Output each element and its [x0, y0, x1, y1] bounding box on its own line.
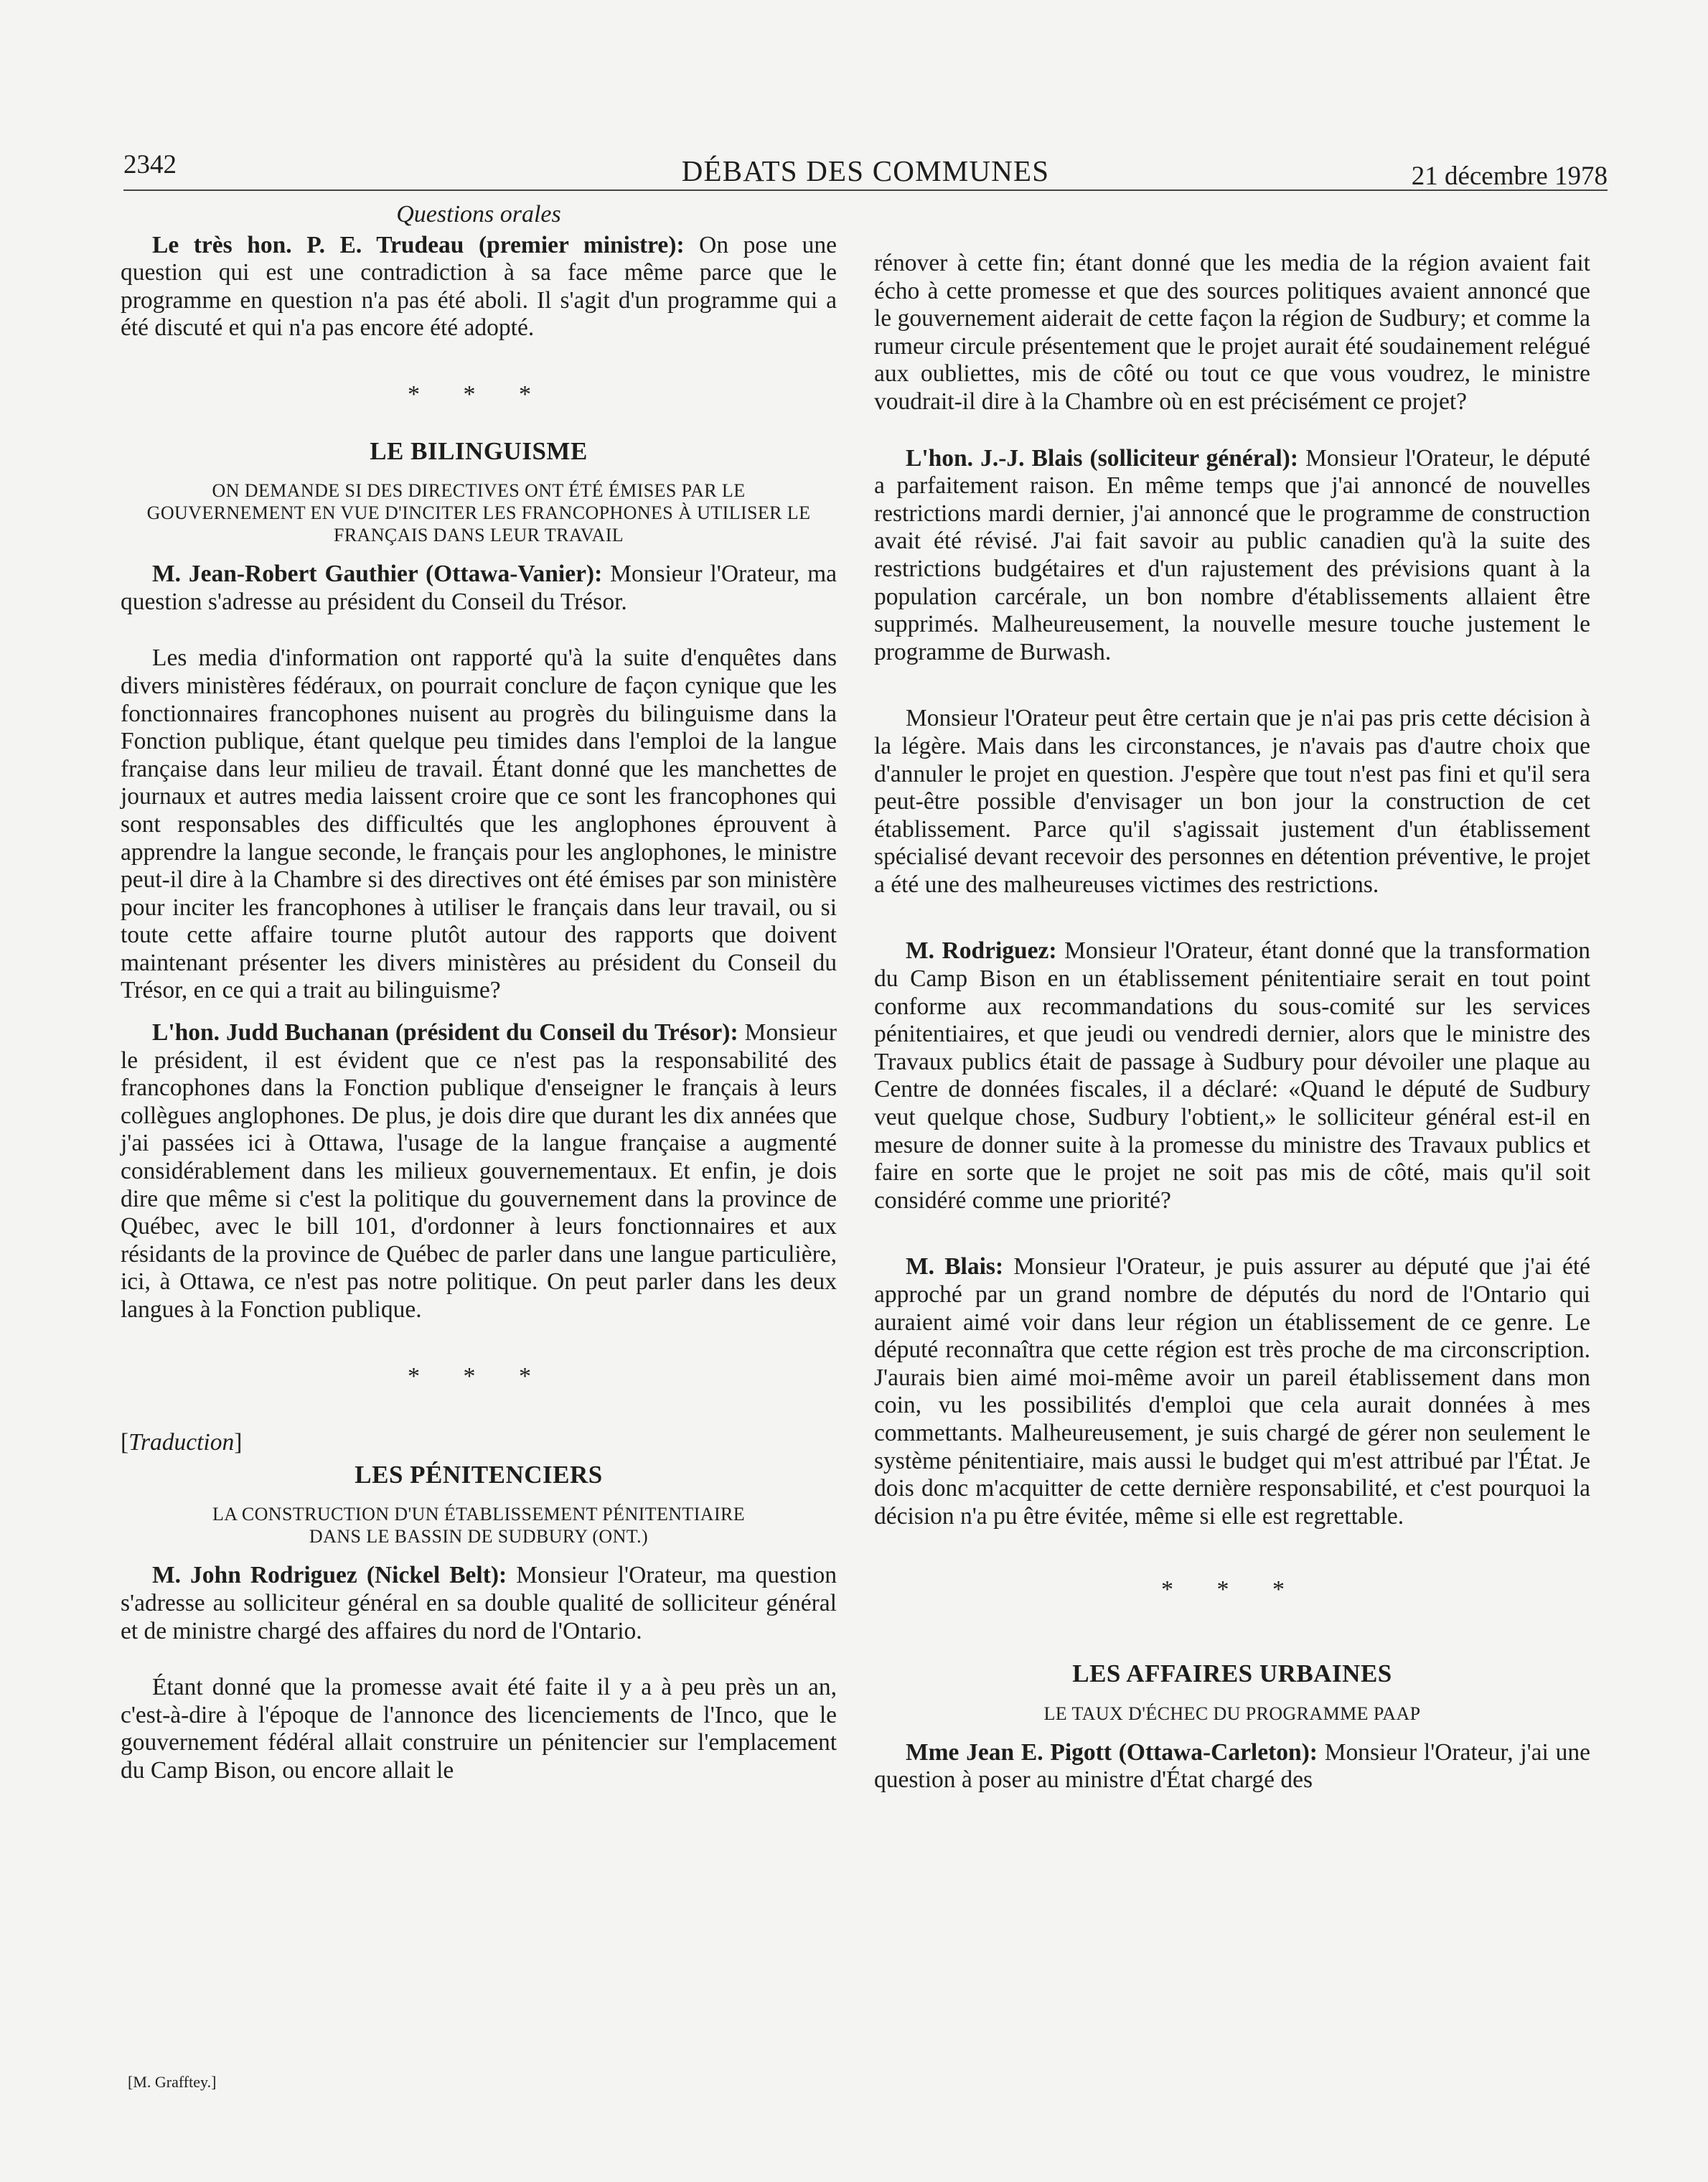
speech-text: Monsieur le président, il est évident que ce n'est pas la responsabilité des francophones dans la Fonction publique d'enseigner le français à leurs collègues anglophones. De plus, je dois dire que durant les dix années que j'ai passées ici à Ottawa, l'usage de la langue française a augmenté considérablement dans les milieux gouvernementaux. Et enfin, je dois dire que même si c'est la politique du gouvernement dans la province de Québec, avec le bill 101, d'ordonner à leurs fonctionnaires et aux résidants de la province de Québec de parler dans une langue particulière, ici, à Ottawa, ce n'est pas notre politique. On peut parler dans les deux langues à la Fonction publique.: [121, 1019, 837, 1323]
traduction-note: [Traduction]: [121, 1429, 243, 1456]
left-column: [121, 201, 837, 1785]
speaker-name: L'hon. J.-J. Blais (solliciteur général):: [906, 444, 1298, 472]
section-heading-bilinguisme: LE BILINGUISME: [370, 436, 588, 465]
journal-title: DÉBATS DES COMMUNES: [681, 154, 1050, 187]
page-date: 21 décembre 1978: [1411, 161, 1608, 191]
speaker-name: M. John Rodriguez (Nickel Belt):: [152, 1562, 507, 1589]
speech-text: Monsieur l'Orateur, ma question s'adresse au solliciteur général en sa double qualité de solliciteur général et de ministre chargé des affaires du nord de l'Ontario.: [121, 1562, 837, 1644]
header-rule: [123, 189, 1608, 191]
speech-blais: [874, 445, 1590, 667]
speech-paragraph-continued: rénover à cette fin; étant donné que les media de la région avaient fait écho à cette promesse et que des sources politiques avaient annoncé que le gouvernement aiderait de cette façon la région de Sudbury; et comme la rumeur circule présentement que le projet aurait été soudainement relégué aux oubliettes, mis de côté ou tout ce que vous voudrez, le ministre voudrait-il dire à la Chambre où en est précisément ce projet?: [874, 250, 1590, 415]
section-heading-affaires-urbaines: LES AFFAIRES URBAINES: [1072, 1659, 1392, 1687]
speech-pigott: [874, 1739, 1590, 1794]
page-header: [123, 144, 1608, 194]
speech-buchanan: [121, 1019, 837, 1324]
speech-paragraph: Monsieur l'Orateur peut être certain que je n'ai pas pris cette décision à la légère. Mais dans les circonstances, je n'avais pas d'autre choix que d'annuler le projet en question. J'espère que tout n'est pas fini et qu'il sera peut-être possible d'envisager un bon jour la construction de cet établissement. Parce qu'il s'agissait justement d'un établissement spécialisé devant recevoir des personnes en détention préventive, le projet a été une des malheureuses victimes des restrictions.: [874, 705, 1590, 898]
speech-text: Monsieur l'Orateur, ma question s'adresse au président du Conseil du Trésor.: [121, 561, 837, 615]
speaker-name: M. Rodriguez:: [906, 937, 1057, 965]
speaker-name: L'hon. Judd Buchanan (président du Conseil du Trésor):: [152, 1019, 738, 1046]
speaker-name: M. Jean-Robert Gauthier (Ottawa-Vanier):: [152, 561, 603, 588]
speaker-name: Le très hon. P. E. Trudeau (premier ministre):: [152, 231, 685, 258]
speech-text: Monsieur l'Orateur, le député a parfaitement raison. En même temps que j'ai annoncé de nouvelles restrictions mardi dernier, j'ai annoncé que le programme de construction avait été révisé. J'ai fait savoir au public canadien qu'à la suite des restrictions budgétaires et d'un rajustement des prévisions quant à la population carcérale, un bon nombre d'établissements allaient être supprimés. Malheureusement, la nouvelle mesure touche justement le programme de Burwash.: [874, 444, 1590, 665]
section-label: Questions orales: [396, 201, 561, 228]
section-separator: * * *: [408, 380, 550, 408]
speech-gauthier: [121, 561, 837, 616]
speech-text: On pose une question qui est une contradiction à sa face même parce que le programme en question n'a pas été aboli. Il s'agit d'un programme qui a été discuté et qui n'a pas encore été adopté.: [121, 231, 837, 342]
section-subheading: LA CONSTRUCTION D'UN ÉTABLISSEMENT PÉNITENTIAIRE DANS LE BASSIN DE SUDBURY (ONT.): [212, 1504, 746, 1547]
section-subheading: ON DEMANDE SI DES DIRECTIVES ONT ÉTÉ ÉMISES PAR LE GOUVERNEMENT EN VUE D'INCITER LES FRANCOPHONES À UTILISER LE FRANÇAIS DANS LEUR TRAVAIL: [146, 480, 811, 546]
speaker-name: Mme Jean E. Pigott (Ottawa-Carleton):: [906, 1738, 1318, 1766]
footnote: [M. Grafftey.]: [128, 2073, 217, 2091]
traduction-label: Traduction: [128, 1429, 235, 1456]
speech-text: Monsieur l'Orateur, étant donné que la transformation du Camp Bison en un établissement pénitentiaire serait en tout point conforme aux recommandations du sous-comité sur les services pénitentiaires, et que jeudi ou vendredi dernier, alors que le ministre des Travaux publics était de passage à Sudbury pour dévoiler une plaque au Centre de données fiscales, il a déclaré: «Quand le député de Sudbury veut quelque chose, Sudbury l'obtient,» le solliciteur général est-il en mesure de donner suite à la promesse du ministre des Travaux publics et faire en sorte que le projet ne soit pas mis de côté, mais qu'il soit considéré comme une priorité?: [874, 937, 1590, 1214]
speech-blais-2: [874, 1253, 1590, 1530]
section-subheading: LE TAUX D'ÉCHEC DU PROGRAMME PAAP: [1043, 1703, 1421, 1724]
section-heading-penitenciers: LES PÉNITENCIERS: [355, 1460, 603, 1489]
right-column: [874, 250, 1590, 1794]
section-separator: * * *: [408, 1362, 550, 1390]
speech-paragraph: Les media d'information ont rapporté qu'à la suite d'enquêtes dans divers ministères fédéraux, on pourrait conclure de façon cynique que les fonctionnaires francophones nuisent au progrès du bilinguisme dans la Fonction publique, étant quelque peu timides dans l'emploi de la langue française dans leur milieu de travail. Étant donné que les manchettes de journaux et autres media laissent croire que ce sont les francophones qui sont responsables des difficultés que les anglophones éprouvent à apprendre la langue seconde, le français pour les anglophones, le ministre peut-il dire à la Chambre si des directives ont été émises par son ministère pour inciter les francophones à utiliser le français dans leur travail, ou si toute cette affaire tourne plutôt autour des rapports que doivent maintenant présenter les divers ministères au président du Conseil du Trésor, en ce qui a trait au bilinguisme?: [121, 645, 837, 1004]
section-separator: * * *: [1161, 1576, 1303, 1603]
speech-rodriguez-2: [874, 937, 1590, 1214]
speech-rodriguez: [121, 1562, 837, 1645]
speech-text: Monsieur l'Orateur, j'ai une question à poser au ministre d'État chargé des: [874, 1738, 1590, 1794]
speech-paragraph: Étant donné que la promesse avait été faite il y a à peu près un an, c'est-à-dire à l'époque de l'annonce des licenciements de l'Inco, que le gouvernement fédéral allait construire un pénitencier sur l'emplacement du Camp Bison, ou encore allait le: [121, 1674, 837, 1784]
speech-trudeau: [121, 232, 837, 342]
page-number: 2342: [123, 150, 177, 179]
speech-text: Monsieur l'Orateur, je puis assurer au député que j'ai été approché par un grand nombre de députés du nord de l'Ontario qui auraient aimé voir dans leur région un établissement de ce genre. Le député reconnaîtra que cette région est très proche de ma circonscription. J'aurais bien aimé moi-même avoir un pareil établissement dans mon coin, vu les possibilités d'emploi que cela aurait données à mes commettants. Malheureusement, je suis chargé de gérer non seulement le système pénitentiaire, mais aussi le budget qui m'est attribué par l'État. Je dois donc m'acquitter de cette dernière responsabilité, et c'est pourquoi la décision n'a pu être évitée, même si elle est regrettable.: [874, 1253, 1590, 1530]
speaker-name: M. Blais:: [906, 1253, 1004, 1280]
